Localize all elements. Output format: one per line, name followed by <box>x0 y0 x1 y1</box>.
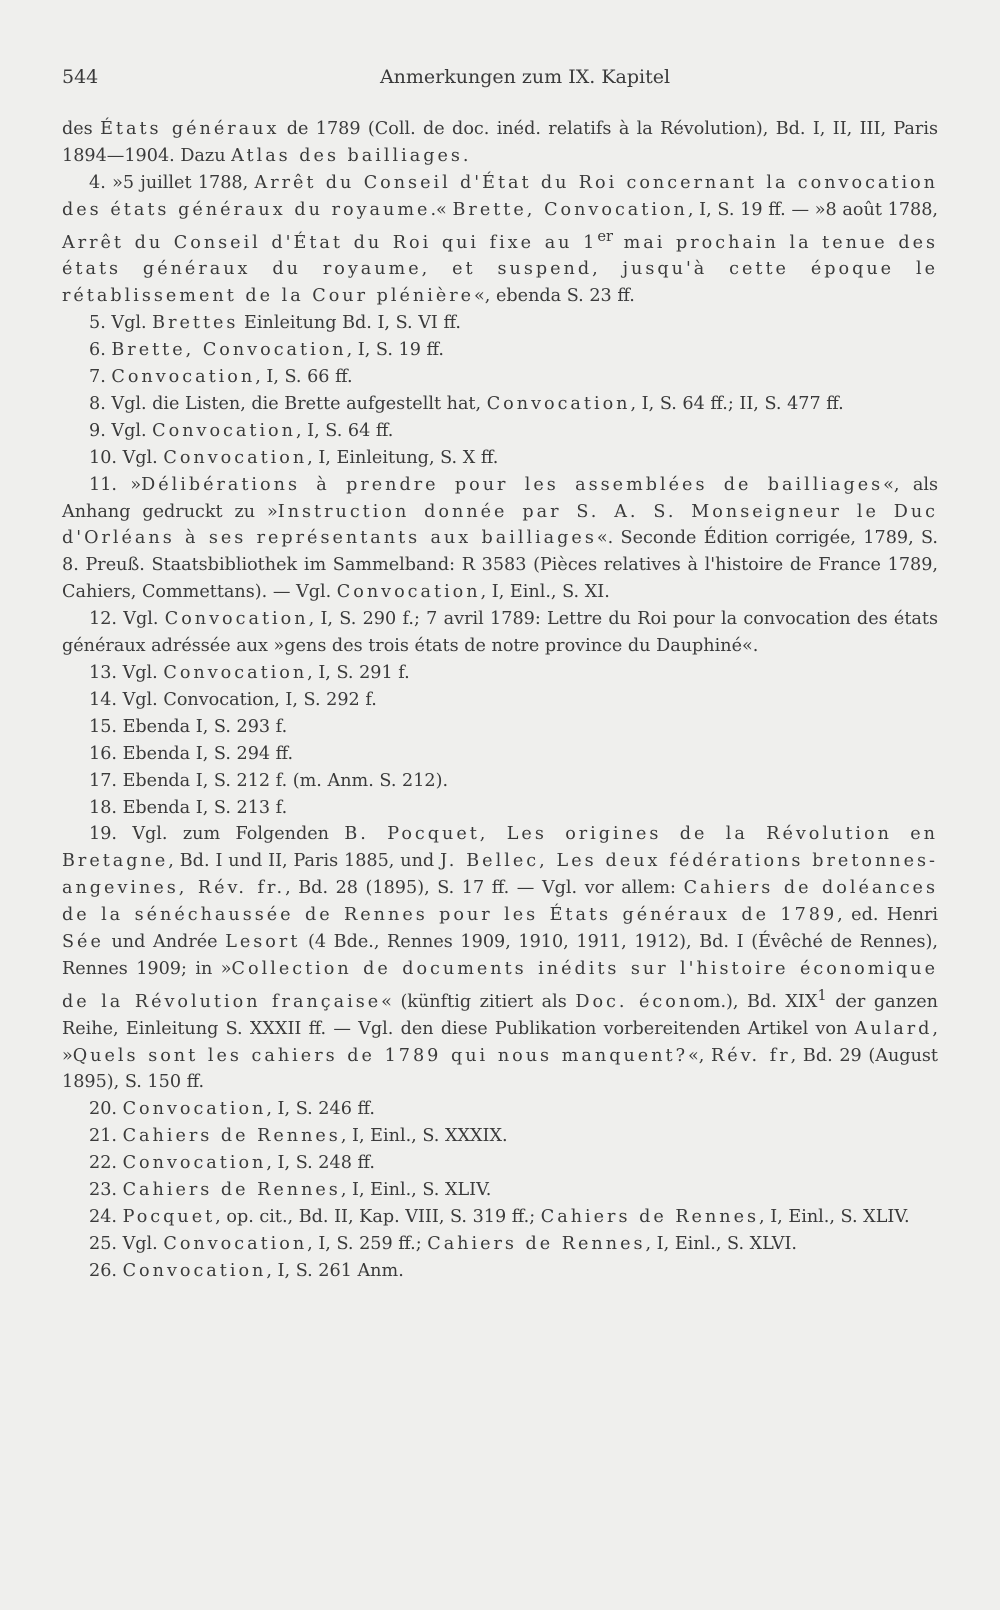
note-12: 12. Vgl. Convocation, I, S. 290 f.; 7 avril 1789: Lettre du Roi pour la convocation des états généraux adréssée aux »gens des trois états de notre province du Dauphiné«. <box>62 609 938 657</box>
notes-body <box>62 116 938 1285</box>
note-13: 13. Vgl. Convocation, I, S. 291 f. <box>89 662 410 683</box>
note-10: 10. Vgl. Convocation, I, Einleitung, S. X ff. <box>89 447 499 468</box>
note-18: 18. Ebenda I, S. 213 f. <box>89 797 288 818</box>
note-7: 7. Convocation, I, S. 66 ff. <box>89 367 353 388</box>
note-3-continuation: des États généraux de 1789 (Coll. de doc. inéd. relatifs à la Révolution), Bd. I, II, III, Paris 1894—1904. Dazu Atlas des bailliages. <box>62 119 938 166</box>
running-head: Anmerkungen zum IX. Kapitel <box>379 66 671 88</box>
note-15: 15. Ebenda I, S. 293 f. <box>89 716 288 737</box>
note-6: 6. Brette, Convocation, I, S. 19 ff. <box>89 340 444 361</box>
note-8: 8. Vgl. die Listen, die Brette aufgestellt hat, Convocation, I, S. 64 ff.; II, S. 477 ff. <box>89 393 844 414</box>
note-24: 24. Pocquet, op. cit., Bd. II, Kap. VIII, S. 319 ff.; Cahiers de Rennes, I, Einl., S. XLIV. <box>89 1206 910 1227</box>
note-4: 4. »5 juillet 1788, Arrêt du Conseil d'État du Roi concernant la convocation des états généraux du royaume.« Brette, Convocation, I, S. 19 ff. — »8 août 1788, Arrêt du Conseil d'État du Roi qui fixe au 1er mai prochain la tenue des états généraux du royaume, et suspend, jusqu'à cette époque le rétablissement de la Cour plénière«, ebenda S. 23 ff. <box>62 172 938 307</box>
note-9: 9. Vgl. Convocation, I, S. 64 ff. <box>89 420 394 441</box>
note-16: 16. Ebenda I, S. 294 ff. <box>89 743 294 764</box>
note-14: 14. Vgl. Convocation, I, S. 292 f. <box>89 689 377 710</box>
note-25: 25. Vgl. Convocation, I, S. 259 ff.; Cahiers de Rennes, I, Einl., S. XLVI. <box>89 1233 798 1254</box>
note-11: 11. »Délibérations à prendre pour les assemblées de bailliages«, als Anhang gedruckt zu »Instruction donnée par S. A. S. Monseigneur le Duc d'Orléans à ses représentants aux bailliages«. Seconde Édition corrigée, 1789, S. 8. Preuß. Staatsbibliothek im Sammelband: R 3583 (Pièces relatives à l'histoire de France 1789, Cahiers, Commettans). — Vgl. Convocation, I, Einl., S. XI. <box>62 474 939 603</box>
note-22: 22. Convocation, I, S. 248 ff. <box>89 1153 375 1174</box>
note-23: 23. Cahiers de Rennes, I, Einl., S. XLIV. <box>89 1180 492 1201</box>
note-26: 26. Convocation, I, S. 261 Anm. <box>89 1260 404 1281</box>
note-17: 17. Ebenda I, S. 212 f. (m. Anm. S. 212). <box>89 770 449 791</box>
note-21: 21. Cahiers de Rennes, I, Einl., S. XXXIX. <box>89 1126 508 1147</box>
note-19: 19. Vgl. zum Folgenden B. Pocquet, Les origines de la Révolution en Bretagne, Bd. I und II, Paris 1885, und J. Bellec, Les deux fédérations bretonnes-angevines, Rév. fr., Bd. 28 (1895), S. 17 ff. — Vgl. vor allem: Cahiers de doléances de la sénéchaussée de Rennes pour les États généraux de 1789, ed. Henri Sée und Andrée Lesort (4 Bde., Rennes 1909, 1910, 1911, 1912), Bd. I (Évêché de Rennes), Rennes 1909; in »Collection de documents inédits sur l'histoire économique de la Révolution française« (künftig zitiert als Doc. économ.), Bd. XIX$^1$ der ganzen Reihe, Einleitung S. XXXII ff. — Vgl. den diese Publikation vorbereitenden Artikel von Aulard, »Quels sont les cahiers de 1789 qui nous manquent?«, Rév. fr, Bd. 29 (August 1895), S. 150 ff. <box>62 824 939 1093</box>
page-number: 544 <box>62 66 99 88</box>
note-5: 5. Vgl. Brettes Einleitung Bd. I, S. VI ff. <box>89 313 461 334</box>
note-20: 20. Convocation, I, S. 246 ff. <box>89 1099 375 1120</box>
page-header <box>62 62 938 92</box>
